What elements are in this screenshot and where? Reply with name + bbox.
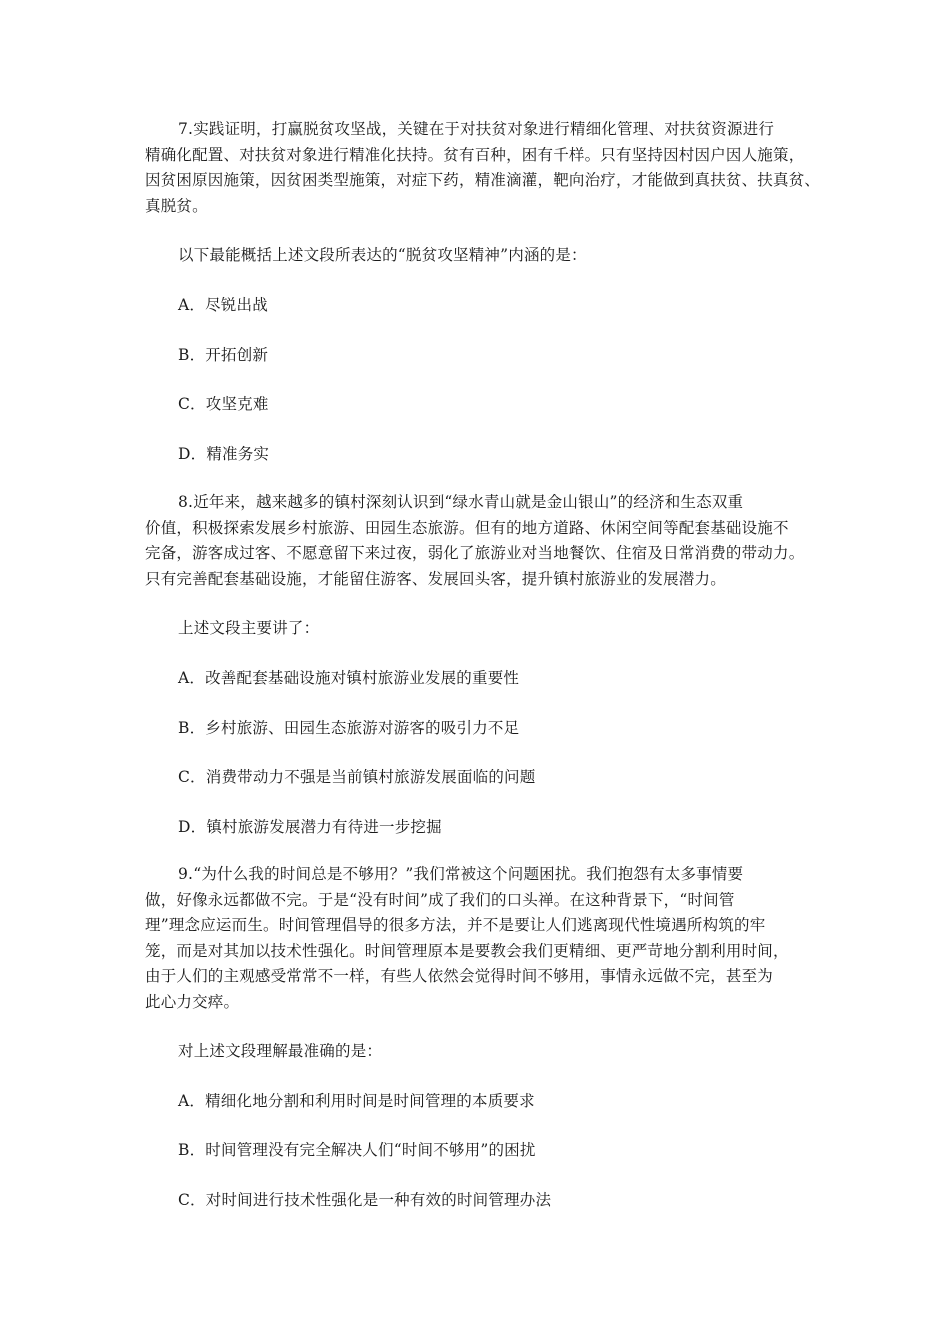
question-9-option-b: B．时间管理没有完全解决人们“时间不够用”的困扰: [178, 1141, 536, 1159]
question-9-option-a: A．精细化地分割和利用时间是时间管理的本质要求: [178, 1092, 535, 1110]
question-7-option-a: A．尽锐出战: [178, 296, 268, 314]
question-7-option-c: C．攻坚克难: [178, 395, 269, 413]
passage-line: 9.“为什么我的时间总是不够用？”我们常被这个问题困扰。我们抱怨有太多事情要: [178, 865, 744, 883]
passage-line: 真脱贫。: [145, 196, 208, 215]
passage-line: 做，好像永远都做不完。于是“没有时间”成了我们的口头禅。在这种背景下，“时间管: [145, 890, 735, 909]
question-7-passage: [145, 117, 821, 219]
question-9-passage: [145, 862, 805, 1015]
question-8-option-c: C．消费带动力不强是当前镇村旅游发展面临的问题: [178, 768, 536, 786]
question-7-option-d: D．精准务实: [178, 445, 270, 463]
question-7-option-b: B．开拓创新: [178, 346, 269, 364]
question-8-option-a: A．改善配套基础设施对镇村旅游业发展的重要性: [178, 669, 520, 687]
passage-line: 只有完善配套基础设施，才能留住游客、发展回头客，提升镇村旅游业的发展潜力。: [145, 569, 726, 588]
question-8-option-b: B．乡村旅游、田园生态旅游对游客的吸引力不足: [178, 719, 520, 737]
passage-line: 笼，而是对其加以技术性强化。时间管理原本是要教会我们更精细、更严苛地分割利用时间，: [145, 941, 789, 960]
passage-line: 8.近年来，越来越多的镇村深刻认识到“绿水青山就是金山银山”的经济和生态双重: [178, 493, 744, 511]
passage-line: 由于人们的主观感受常常不一样，有些人依然会觉得时间不够用，事情永远做不完，甚至为: [145, 967, 774, 985]
question-8-passage: [145, 490, 805, 592]
passage-line: 此心力交瘁。: [145, 992, 240, 1011]
question-8-prompt: 上述文段主要讲了：: [178, 619, 320, 637]
question-9-option-c: C．对时间进行技术性强化是一种有效的时间管理办法: [178, 1191, 552, 1209]
passage-line: 完备，游客成过客、不愿意留下来过夜，弱化了旅游业对当地餐饮、住宿及日常消费的带动力。: [145, 544, 805, 562]
passage-line: 价值，积极探索发展乡村旅游、田园生态旅游。但有的地方道路、休闲空间等配套基础设施不: [145, 518, 789, 537]
passage-line: 7.实践证明，打赢脱贫攻坚战，关键在于对扶贫对象进行精细化管理、对扶贫资源进行: [178, 120, 775, 138]
question-8-option-d: D．镇村旅游发展潜力有待进一步挖掘: [178, 818, 442, 836]
passage-line: 理”理念应运而生。时间管理倡导的很多方法，并不是要让人们逃离现代性境遇所构筑的牢: [145, 916, 766, 934]
passage-line: 因贫困原因施策，因贫困类型施策，对症下药，精准滴灌，靶向治疗，才能做到真扶贫、扶真贫、: [145, 171, 821, 189]
passage-line: 精确化配置、对扶贫对象进行精准化扶持。贫有百种，困有千样。只有坚持因村因户因人施策，: [145, 145, 805, 164]
question-7-prompt: 以下最能概括上述文段所表达的“脱贫攻坚精神”内涵的是：: [178, 246, 587, 264]
question-9-prompt: 对上述文段理解最准确的是：: [178, 1042, 383, 1060]
